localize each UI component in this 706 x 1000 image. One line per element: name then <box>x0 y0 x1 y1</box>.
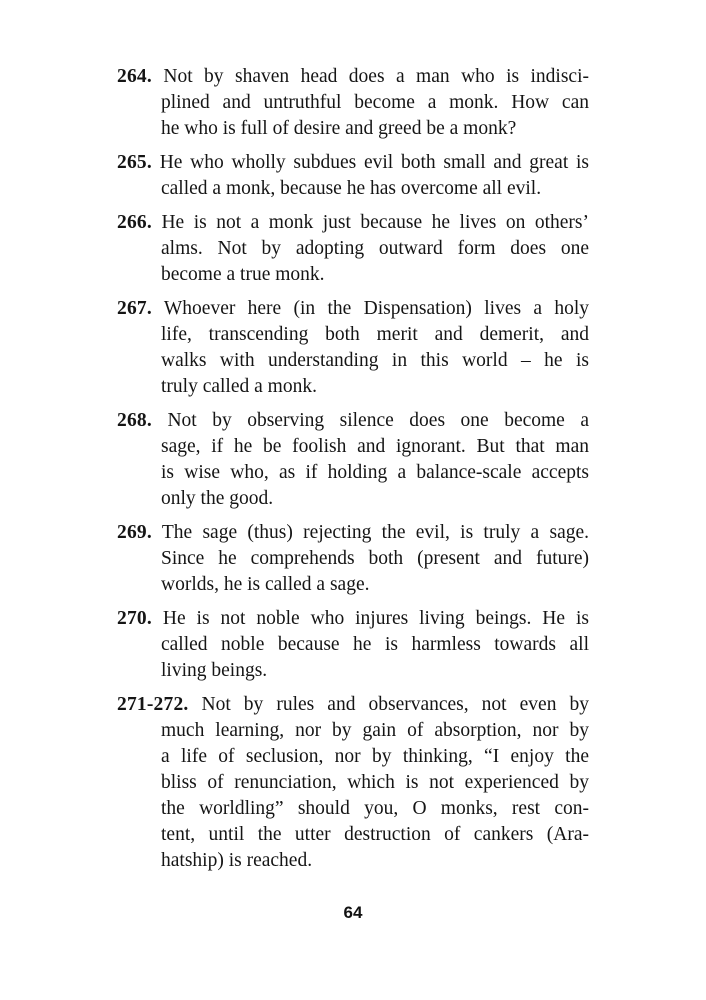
verse-text: Not by shaven head does a man who is indisci- <box>163 66 590 87</box>
verse-first-line <box>117 692 589 718</box>
verse-number: 269. <box>117 522 152 543</box>
verse-line: a life of seclusion, nor by thinking, “I enjoy the <box>161 746 589 767</box>
verse-line: called noble because he is harmless towards all <box>161 634 589 655</box>
verse-line: the worldling” should you, O monks, rest con- <box>161 798 589 819</box>
verse-line: hatship) is reached. <box>161 850 313 871</box>
verse-first-line <box>117 520 589 546</box>
verse-line: living beings. <box>161 660 268 681</box>
verse-paragraph <box>117 296 589 400</box>
verse-line: called a monk, because he has overcome all evil. <box>161 178 542 199</box>
verse-first-line <box>117 606 589 632</box>
verse-paragraph <box>117 408 589 512</box>
verse-line: only the good. <box>161 488 274 509</box>
verse-number: 266. <box>117 212 152 233</box>
verse-text: Not by observing silence does one become a <box>167 410 590 431</box>
page-number: 64 <box>343 903 363 922</box>
verse-line: truly called a monk. <box>161 376 317 397</box>
verse-list <box>117 64 589 882</box>
verse-text: Not by rules and observances, not even by <box>201 694 589 715</box>
verse-number: 267. <box>117 298 152 319</box>
verse-first-line <box>117 296 589 322</box>
verse-text: He who wholly subdues evil both small and great is <box>159 152 590 173</box>
verse-first-line <box>117 210 589 236</box>
verse-first-line <box>117 64 589 90</box>
verse-first-line <box>117 408 589 434</box>
verse-text: The sage (thus) rejecting the evil, is truly a sage. <box>161 522 590 543</box>
verse-line: tent, until the utter destruction of cankers (Ara- <box>161 824 589 845</box>
verse-line: bliss of renunciation, which is not experienced by <box>161 772 589 793</box>
verse-paragraph <box>117 150 589 202</box>
verse-number: 270. <box>117 608 152 629</box>
verse-paragraph <box>117 692 589 874</box>
verse-paragraph <box>117 606 589 684</box>
verse-number: 271-272. <box>117 694 189 715</box>
verse-text: He is not noble who injures living beings. He is <box>162 608 589 629</box>
verse-line: walks with understanding in this world – he is <box>161 350 589 371</box>
verse-number: 264. <box>117 66 152 87</box>
verse-line: life, transcending both merit and demerit, and <box>161 324 589 345</box>
verse-line: he who is full of desire and greed be a monk? <box>161 118 517 139</box>
verse-number: 268. <box>117 410 152 431</box>
verse-line: become a true monk. <box>161 264 325 285</box>
verse-text: He is not a monk just because he lives on others’ <box>161 212 590 233</box>
verse-line: is wise who, as if holding a balance-scale accepts <box>161 462 589 483</box>
verse-line: Since he comprehends both (present and future) <box>161 548 589 569</box>
verse-paragraph <box>117 64 589 142</box>
verse-number: 265. <box>117 152 152 173</box>
verse-line: alms. Not by adopting outward form does one <box>161 238 589 259</box>
verse-line: plined and untruthful become a monk. How can <box>161 92 589 113</box>
verse-line: sage, if he be foolish and ignorant. But that man <box>161 436 589 457</box>
verse-paragraph <box>117 520 589 598</box>
verse-line: much learning, nor by gain of absorption, nor by <box>161 720 589 741</box>
verse-text: Whoever here (in the Dispensation) lives a holy <box>163 298 589 319</box>
verse-paragraph <box>117 210 589 288</box>
verse-first-line <box>117 150 589 176</box>
verse-line: worlds, he is called a sage. <box>161 574 370 595</box>
